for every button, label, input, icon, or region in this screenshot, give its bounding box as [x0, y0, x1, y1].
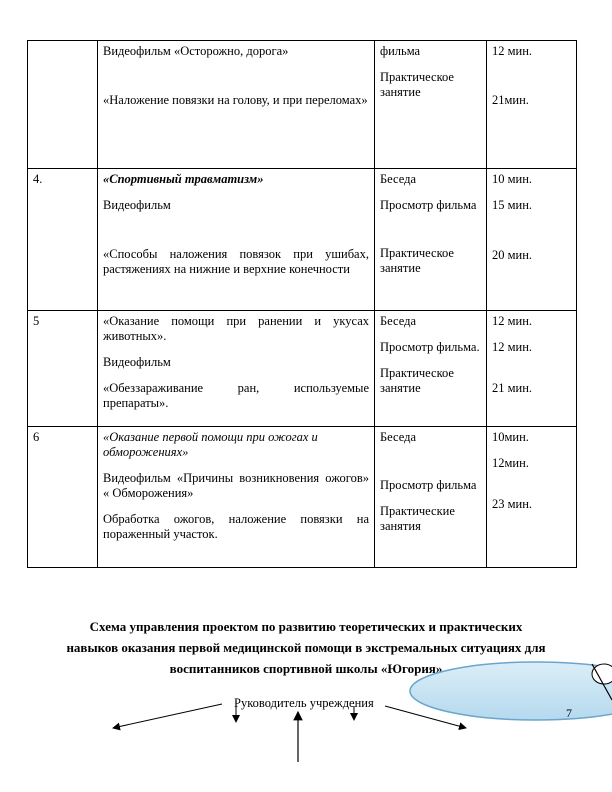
topic-line: Обработка ожогов, наложение повязки на пораженный участок.: [103, 512, 369, 541]
row-number: 5: [28, 311, 98, 427]
scheme-title-line: навыков оказания первой медицинской помощи в экстремальных ситуациях для: [66, 640, 546, 655]
form-line: Беседа: [380, 172, 417, 186]
form-line: Просмотр фильма: [380, 198, 477, 212]
topic-line: Видеофильм «Причины возникновения ожогов» « Обморожения»: [103, 471, 369, 500]
time-line: 23 мин.: [492, 497, 533, 511]
scheme-title-line: Схема управления проектом по развитию теоретических и практических: [89, 619, 523, 634]
topic-line: «Обеззараживание ран, используемые препараты».: [103, 381, 369, 410]
time-line: 12 мин.: [492, 44, 533, 58]
row-number: 6: [28, 427, 98, 568]
time-line: 21мин.: [492, 93, 529, 107]
form-line: Просмотр фильма: [380, 478, 477, 492]
form-line: Практические занятия: [380, 504, 455, 533]
scheme-title-line: воспитанников спортивной школы «Югория»: [169, 661, 443, 676]
time-line: 10мин.: [492, 430, 529, 444]
topic-line: «Оказание первой помощи при ожогах и обморожениях»: [103, 430, 318, 459]
form-line: Практическое занятие: [380, 70, 454, 99]
form-line: Беседа: [380, 430, 417, 444]
topic-line: «Способы наложения повязок при ушибах, растяжениях на нижние и верхние конечности: [103, 247, 369, 276]
time-line: 12мин.: [492, 456, 529, 470]
time-line: 10 мин.: [492, 172, 533, 186]
topic-line: «Наложение повязки на голову, и при переломах»: [103, 93, 368, 107]
time-line: 21 мин.: [492, 381, 533, 395]
form-line: Просмотр фильма.: [380, 340, 480, 354]
row-number: 4.: [28, 169, 98, 311]
form-line: фильма: [380, 44, 421, 58]
topic-line: Видеофильм: [103, 355, 171, 369]
arrow-left: [113, 704, 222, 728]
form-line: Практическое занятие: [380, 366, 454, 395]
page-number: 7: [566, 706, 572, 720]
topic-line: «Оказание помощи при ранении и укусах животных».: [103, 314, 369, 343]
time-line: 20 мин.: [492, 248, 533, 262]
time-line: 12 мин.: [492, 340, 533, 354]
form-line: Беседа: [380, 314, 417, 328]
topic-line: Видеофильм «Осторожно, дорога»: [103, 44, 289, 58]
topic-line: Видеофильм: [103, 198, 171, 212]
time-line: 15 мин.: [492, 198, 533, 212]
time-line: 12 мин.: [492, 314, 533, 328]
form-line: Практическое занятие: [380, 246, 454, 275]
head-of-institution-label: Руководитель учреждения: [234, 696, 374, 710]
scheme-node-ellipse: [410, 662, 612, 720]
topic-line: «Спортивный травматизм»: [103, 172, 264, 186]
